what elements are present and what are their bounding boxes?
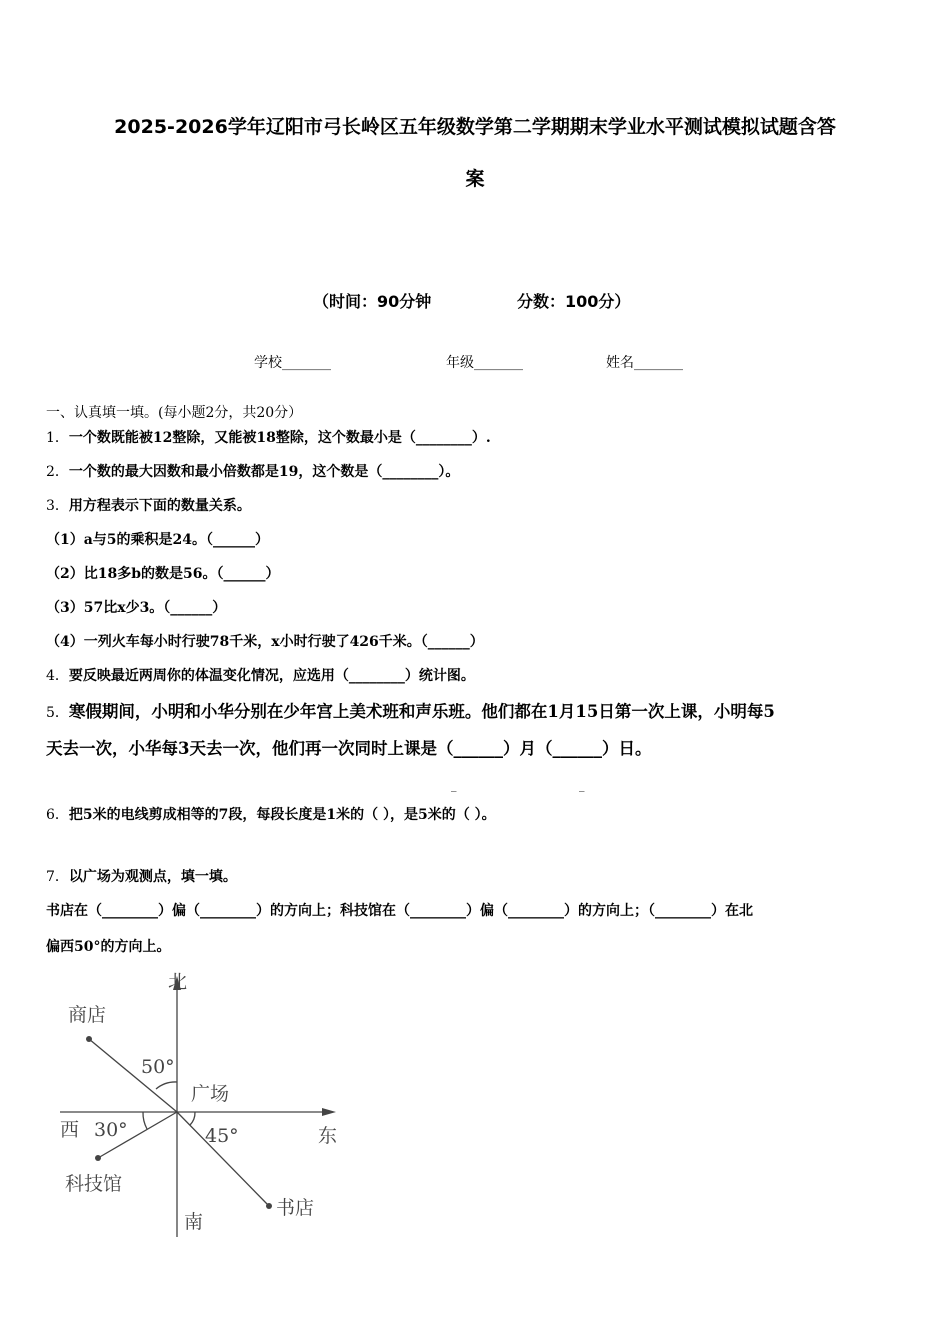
shop-point [86, 1036, 92, 1042]
question-7 [46, 866, 237, 886]
question-1 [46, 427, 491, 447]
angle-label-bookstore: 45° [205, 1125, 239, 1147]
museum-point [95, 1155, 101, 1161]
east-arrowhead [322, 1108, 336, 1116]
question-number: 5． [46, 705, 69, 721]
angle-label-museum: 30° [94, 1119, 128, 1141]
question-5-continued: 天去一次，小华每3天去一次，他们再一次同时上课是（______）月（______）日。 [46, 739, 652, 758]
fraction-mark: _ [579, 779, 585, 792]
question-number: 4． [46, 668, 69, 684]
question-3-2: （2）比18多b的数是56。（______） [46, 566, 280, 582]
shop-label: 商店 [68, 1004, 107, 1026]
question-7-fill-line-2: 偏西50°的方向上。 [46, 939, 171, 955]
name-field: 姓名_______ [606, 355, 683, 371]
question-text: 一个数的最大因数和最小倍数都是19，这个数是（________）。 [68, 464, 460, 480]
question-number: 6． [46, 807, 69, 823]
question-3-3: （3）57比x少3。（______） [46, 600, 227, 616]
bookstore-label: 书店 [276, 1197, 315, 1219]
school-field: 学校_______ [254, 355, 331, 371]
angle-arc-bookstore [190, 1112, 195, 1125]
question-5 [46, 698, 775, 722]
angle-arc-museum [143, 1112, 147, 1129]
museum-label: 科技馆 [65, 1173, 123, 1195]
angle-label-shop: 50° [141, 1056, 175, 1078]
question-6 [46, 804, 496, 824]
question-3-4: （4）一列火车每小时行驶78千米，x小时行驶了426千米。（______） [46, 634, 484, 650]
question-text: 用方程表示下面的数量关系。 [68, 498, 251, 514]
grade-field: 年级_______ [446, 355, 523, 371]
direction-diagram [45, 962, 355, 1242]
question-4 [46, 665, 475, 685]
question-text: 要反映最近两周你的体温变化情况，应选用（________）统计图。 [68, 668, 475, 684]
north-label: 北 [168, 971, 188, 993]
document-title-line1: 2025-2026学年辽阳市弓长岭区五年级数学第二学期期末学业水平测试模拟试题含答 [114, 116, 836, 138]
east-label: 东 [318, 1125, 338, 1147]
exam-score: 分数：100分） [517, 292, 631, 311]
question-3 [46, 495, 251, 515]
question-number: 3． [46, 498, 69, 514]
question-text: 把5米的电线剪成相等的7段，每段长度是1米的（ ），是5米的（ ）。 [68, 807, 496, 823]
fraction-mark: _ [451, 779, 457, 792]
exam-time: （时间：90分钟 [313, 292, 432, 311]
question-text: 寒假期间，小明和小华分别在少年宫上美术班和声乐班。他们都在1月15日第一次上课，小明每5 [68, 702, 775, 721]
document-title-line2: 案 [465, 168, 485, 190]
question-number: 2． [46, 464, 69, 480]
center-label: 广场 [191, 1083, 230, 1105]
south-label: 南 [184, 1211, 204, 1233]
question-3-1: （1）a与5的乘积是24。（______） [46, 532, 270, 548]
question-text: 一个数既能被12整除，又能被18整除，这个数最小是（________）. [68, 430, 491, 446]
question-2 [46, 461, 459, 481]
question-number: 1． [46, 430, 69, 446]
question-7-fill-line: 书店在（________）偏（________）的方向上；科技馆在（________）偏（________）的方向上；（________）在北 [46, 903, 753, 919]
question-number: 7． [46, 869, 69, 885]
west-label: 西 [60, 1119, 80, 1141]
bookstore-point [266, 1203, 272, 1209]
question-text: 以广场为观测点，填一填。 [68, 869, 237, 885]
angle-arc-shop [156, 1082, 177, 1089]
section-heading: 一、认真填一填。(每小题2分，共20分） [46, 405, 303, 421]
